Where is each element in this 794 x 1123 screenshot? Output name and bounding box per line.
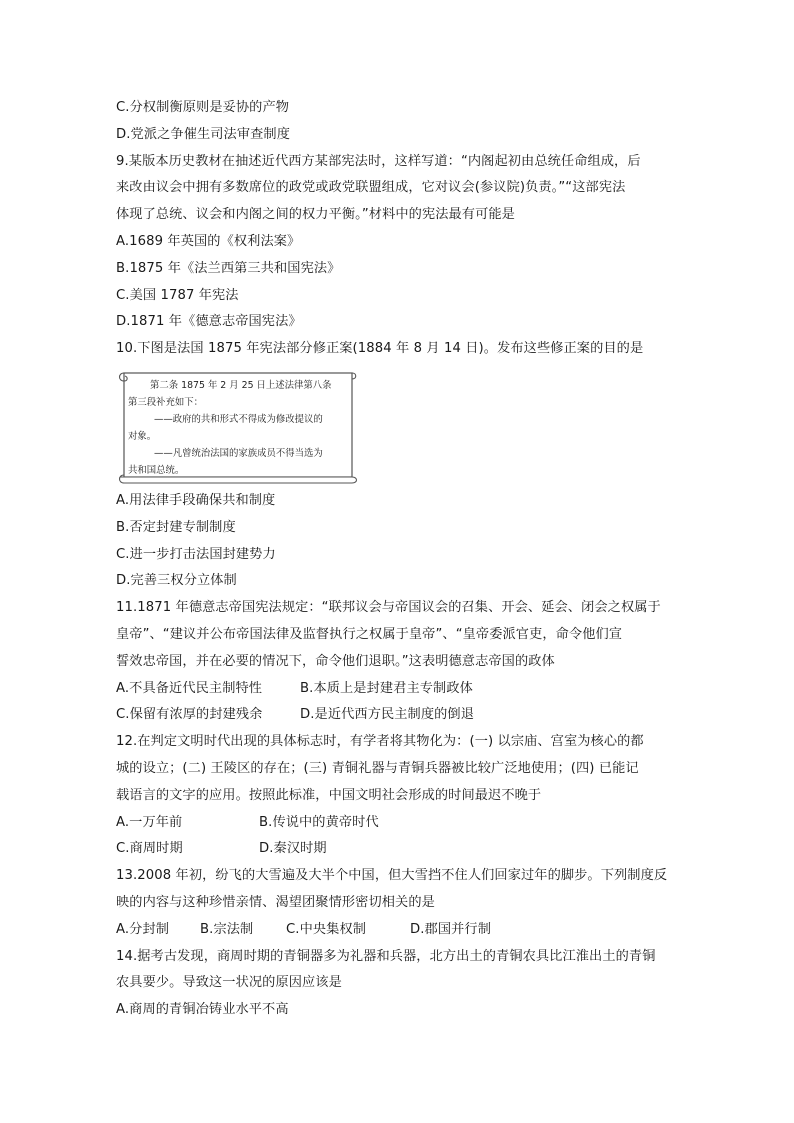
q10-stem: 10.下图是法国 1875 年宪法部分修正案(1884 年 8 月 14 日)。发布这些修正案的目的是 <box>116 341 644 357</box>
q11-options-row-1 <box>116 676 676 703</box>
q10-option-d: D.完善三权分立体制 <box>116 573 237 589</box>
scroll-line-5: ——凡曾统治法国的家族成员不得当选为 <box>154 447 323 459</box>
scroll-text <box>128 377 342 479</box>
q12-stem-line-2: 城的设立；(二) 王陵区的存在；(三) 青铜礼器与青铜兵器被比较广泛地使用；(四) 已能记 <box>116 760 639 776</box>
amendment-scroll-figure <box>116 369 360 484</box>
q13-option-c: C.中央集权制 <box>286 921 367 937</box>
q13-option-a: A.分封制 <box>116 921 170 937</box>
q12-options-row-2 <box>116 836 676 863</box>
q14-stem-line-1: 14.据考古发现，商周时期的青铜器多为礼器和兵器，北方出土的青铜农具比江淮出土的青铜 <box>116 948 656 964</box>
scroll-line-2: 第三段补充如下： <box>128 396 204 408</box>
q9-stem-line-3: 体现了总统、议会和内阁之间的权力平衡。”材料中的宪法最有可能是 <box>116 207 515 223</box>
q11-option-d: D.是近代西方民主制度的倒退 <box>300 707 474 723</box>
q12-option-c: C.商周时期 <box>116 841 183 857</box>
q11-option-b: B.本质上是封建君主专制政体 <box>300 680 473 696</box>
q11-stem-line-2: 皇帝”、“建议并公布帝国法律及监督执行之权属于皇帝”、“皇帝委派官吏，命令他们宣 <box>116 626 623 642</box>
q12-stem-line-1: 12.在判定文明时代出现的具体标志时，有学者将其物化为：(一) 以宗庙、宫室为核心的都 <box>116 734 644 750</box>
q8-option-d: D.党派之争催生司法审查制度 <box>116 126 290 142</box>
q10-option-c: C.进一步打击法国封建势力 <box>116 546 276 562</box>
q14-option-a: A.商周的青铜冶铸业水平不高 <box>116 1002 289 1018</box>
scroll-line-6: 共和国总统。 <box>128 464 185 476</box>
q9-option-d: D.1871 年《德意志帝国宪法》 <box>116 314 302 330</box>
q11-options-row-2 <box>116 702 676 729</box>
q13-stem-line-1: 13.2008 年初，纷飞的大雪遍及大半个中国，但大雪挡不住人们回家过年的脚步。下列制度反 <box>116 868 668 884</box>
q13-option-d: D.郡国并行制 <box>410 921 491 937</box>
q12-option-d: D.秦汉时期 <box>259 841 327 857</box>
q10-option-b: B.否定封建专制制度 <box>116 519 236 535</box>
q8-option-c: C.分权制衡原则是妥协的产物 <box>116 100 290 115</box>
scroll-line-3: ——政府的共和形式不得成为修改提议的 <box>154 413 323 425</box>
q13-options-row <box>116 917 676 944</box>
q11-stem-line-3: 誓效忠帝国，并在必要的情况下，命令他们退职。”这表明德意志帝国的政体 <box>116 653 555 669</box>
q9-stem-line-2: 来改由议会中拥有多数席位的政党或政党联盟组成，它对议会(参议院)负责。”“这部宪法 <box>116 180 626 196</box>
q12-option-a: A.一万年前 <box>116 814 183 830</box>
q9-option-b: B.1875 年《法兰西第三共和国宪法》 <box>116 260 341 276</box>
q9-option-a: A.1689 年英国的《权利法案》 <box>116 233 301 249</box>
exam-page <box>116 95 676 1024</box>
q10-option-a: A.用法律手段确保共和制度 <box>116 492 276 508</box>
q12-stem-line-3: 载语言的文字的应用。按照此标准，中国文明社会形成的时间最迟不晚于 <box>116 787 542 803</box>
scroll-line-4: 对象。 <box>128 430 157 442</box>
q9-option-c: C.美国 1787 年宪法 <box>116 287 239 303</box>
q11-option-c: C.保留有浓厚的封建残余 <box>116 707 263 723</box>
q13-stem-line-2: 映的内容与这种珍惜亲情、渴望团聚情形密切相关的是 <box>116 894 435 910</box>
q11-option-a: A.不具备近代民主制特性 <box>116 680 263 696</box>
q14-stem-line-2: 农具要少。导致这一状况的原因应该是 <box>116 975 342 991</box>
scroll-line-1: 第二条 1875 年 2 月 25 日上述法律第八条 <box>150 379 332 391</box>
q12-option-b: B.传说中的黄帝时代 <box>259 814 379 830</box>
q9-stem-line-1: 9.某版本历史教材在抽述近代西方某部宪法时，这样写道：“内阁起初由总统任命组成，后 <box>116 153 641 169</box>
q12-options-row-1 <box>116 810 676 837</box>
q11-stem-line-1: 11.1871 年德意志帝国宪法规定：“联邦议会与帝国议会的召集、开会、延会、闭会之权属于 <box>116 600 661 616</box>
q13-option-b: B.宗法制 <box>200 921 254 937</box>
